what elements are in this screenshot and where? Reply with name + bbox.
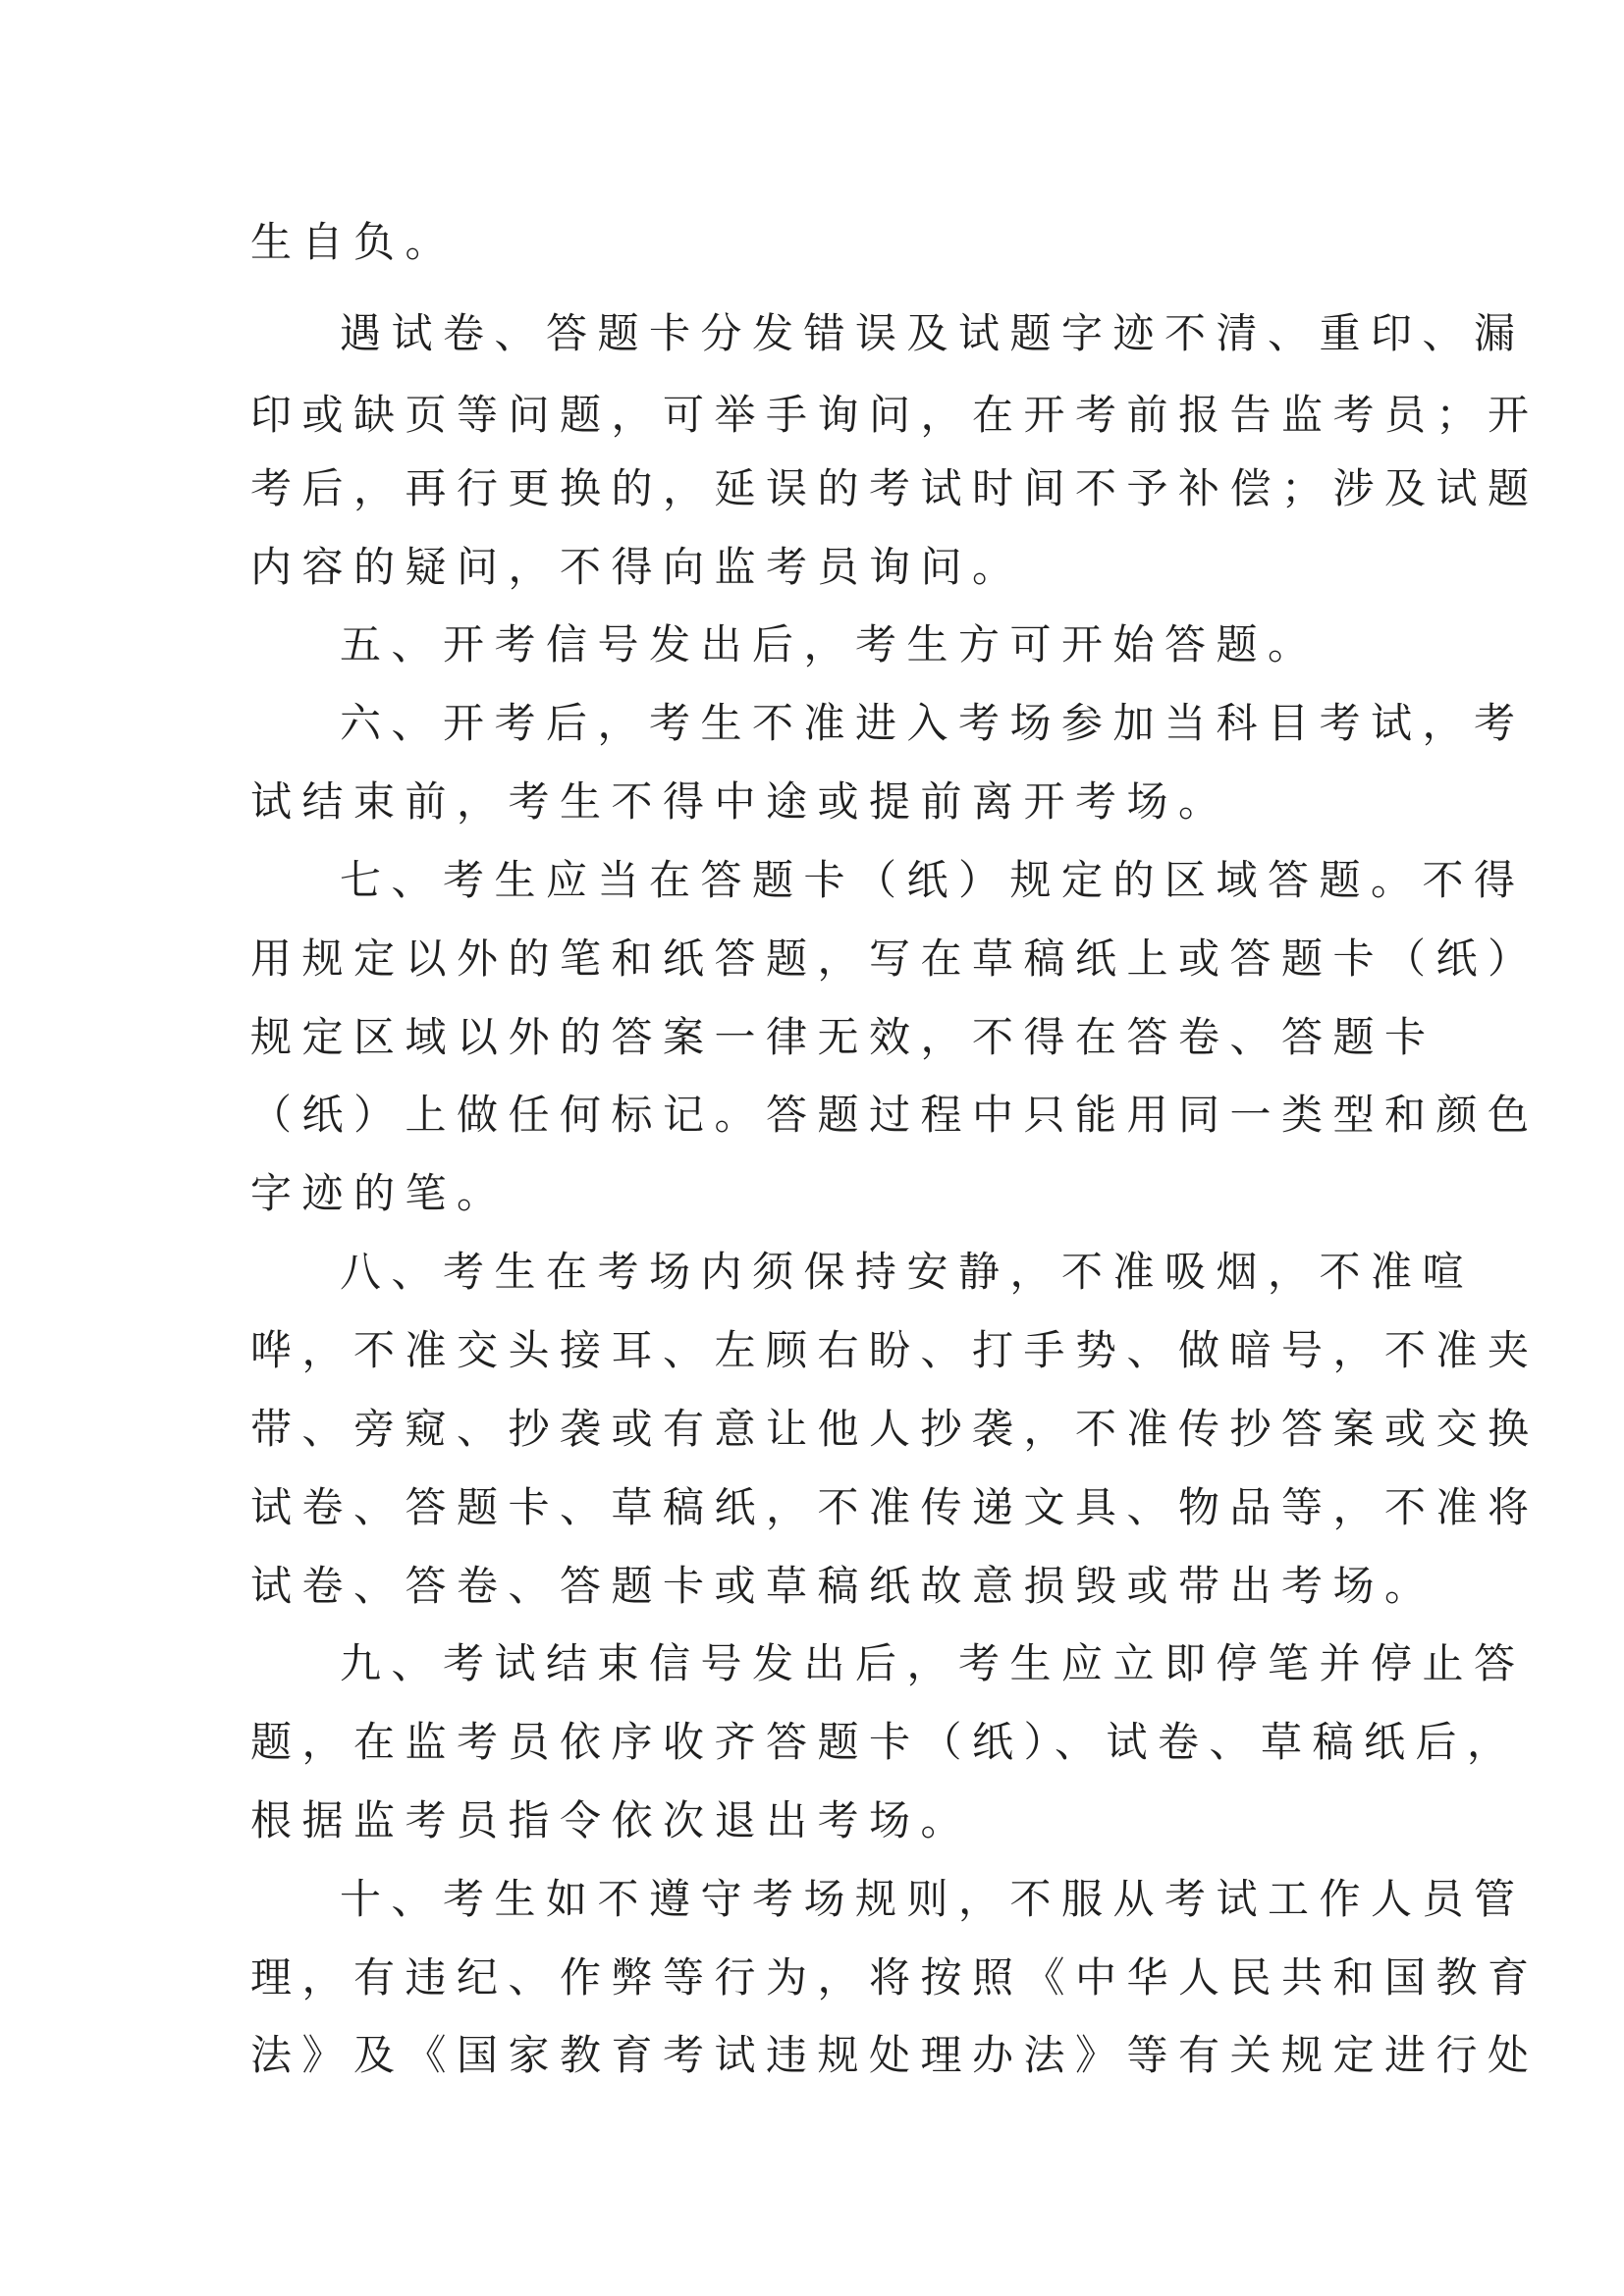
text-line-6: 五、开考信号发出后，考生方可开始答题。 [340,620,1320,668]
text-line-20: 题，在监考员依序收齐答题卡（纸）、试卷、草稿纸后， [250,1718,1519,1766]
text-line-14: 八、考生在考场内须保持安静，不准吸烟，不准喧 [340,1248,1475,1296]
text-line-15: 哗，不准交头接耳、左顾右盼、打手势、做暗号，不准夹 [250,1326,1540,1374]
text-line-18: 试卷、答卷、答题卡或草稿纸故意损毁或带出考场。 [250,1562,1436,1610]
text-line-7: 六、开考后，考生不准进入考场参加当科目考试，考 [340,699,1526,747]
text-line-3: 印或缺页等问题，可举手询问，在开考前报告监考员；开 [250,391,1540,439]
text-line-13: 字迹的笔。 [250,1169,509,1217]
text-line-5: 内容的疑问，不得向监考员询问。 [250,543,1024,591]
text-line-24: 法》及《国家教育考试违规处理办法》等有关规定进行处 [250,2031,1540,2079]
text-line-17: 试卷、答题卡、草稿纸，不准传递文具、物品等，不准将 [250,1483,1540,1531]
text-line-2: 遇试卷、答题卡分发错误及试题字迹不清、重印、漏 [340,309,1526,357]
text-line-4: 考后，再行更换的，延误的考试时间不予补偿；涉及试题 [250,464,1540,512]
text-line-16: 带、旁窥、抄袭或有意让他人抄袭，不准传抄答案或交换 [250,1405,1540,1453]
text-line-23: 理，有违纪、作弊等行为，将按照《中华人民共和国教育 [250,1953,1540,2002]
text-line-8: 试结束前，考生不得中途或提前离开考场。 [250,777,1230,826]
text-line-11: 规定区域以外的答案一律无效，不得在答卷、答题卡 [250,1013,1436,1061]
text-line-12: （纸）上做任何标记。答题过程中只能用同一类型和颜色 [250,1091,1540,1139]
text-line-10: 用规定以外的笔和纸答题，写在草稿纸上或答题卡（纸） [250,934,1540,983]
text-line-21: 根据监考员指令依次退出考场。 [250,1796,973,1844]
text-line-19: 九、考试结束信号发出后，考生应立即停笔并停止答 [340,1639,1526,1687]
text-line-22: 十、考生如不遵守考场规则，不服从考试工作人员管 [340,1875,1526,1923]
text-line-9: 七、考生应当在答题卡（纸）规定的区域答题。不得 [340,856,1526,904]
text-line-1: 生自负。 [250,218,458,266]
